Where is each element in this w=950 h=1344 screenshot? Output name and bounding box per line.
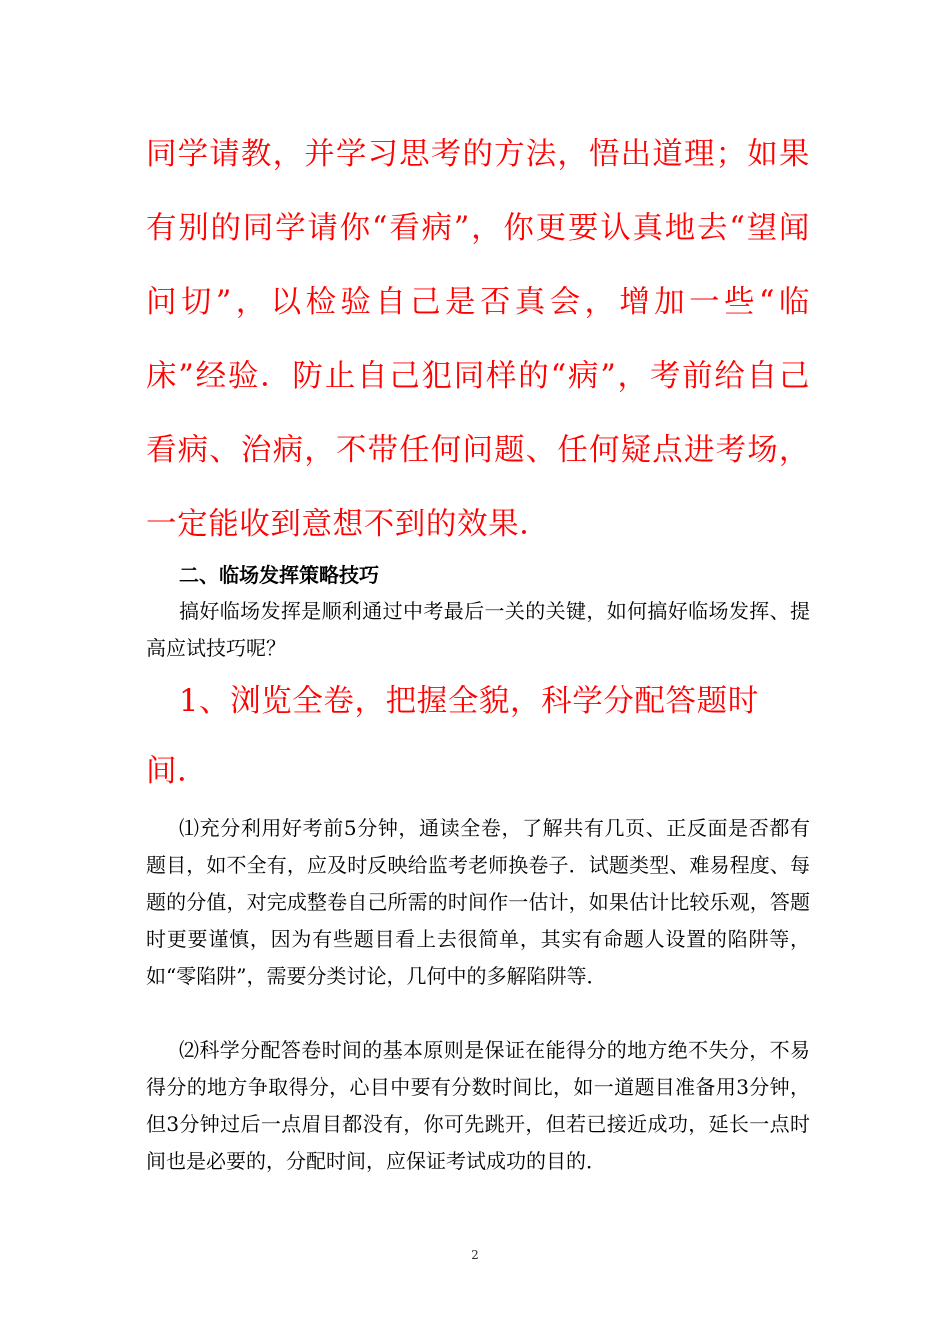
section-title: 二、临场发挥策略技巧 (179, 563, 379, 587)
page-number: 2 (471, 1248, 479, 1262)
red-emphasis-paragraph: 同学请教，并学习思考的方法，悟出道理；如果有别的同学请你“看病”，你更要认真地去“望闻问切”，以检验自己是否真会，增加一些“临床”经验．防止自己犯同样的“病”，考前给自己看病、治病，不带任何问题、任何疑点进考场，一定能收到意想不到的效果． (146, 137, 810, 542)
intro-paragraph: 搞好临场发挥是顺利通过中考最后一关的关键，如何搞好临场发挥、提高应试技巧呢？ (146, 599, 810, 660)
subheading-1: 1、浏览全卷，把握全貌，科学分配答题时间． (146, 684, 759, 789)
paragraph-1: ⑴充分利用好考前5分钟，通读全卷，了解共有几页、正反面是否都有题目，如不全有，应及时反映给监考老师换卷子．试题类型、难易程度、每题的分值，对完成整卷自己所需的时间作一估计，如果估计比较乐观，答题时更要谨慎，因为有些题目看上去很简单，其实有命题人设置的陷阱等，如“零陷阱”，需要分类讨论，几何中的多解陷阱等． (146, 816, 810, 988)
paragraph-2: ⑵科学分配答卷时间的基本原则是保证在能得分的地方绝不失分，不易得分的地方争取得分，心目中要有分数时间比，如一道题目准备用3分钟，但3分钟过后一点眉目都没有，你可先跳开，但若已接近成功，延长一点时间也是必要的，分配时间，应保证考试成功的目的． (146, 1038, 810, 1173)
